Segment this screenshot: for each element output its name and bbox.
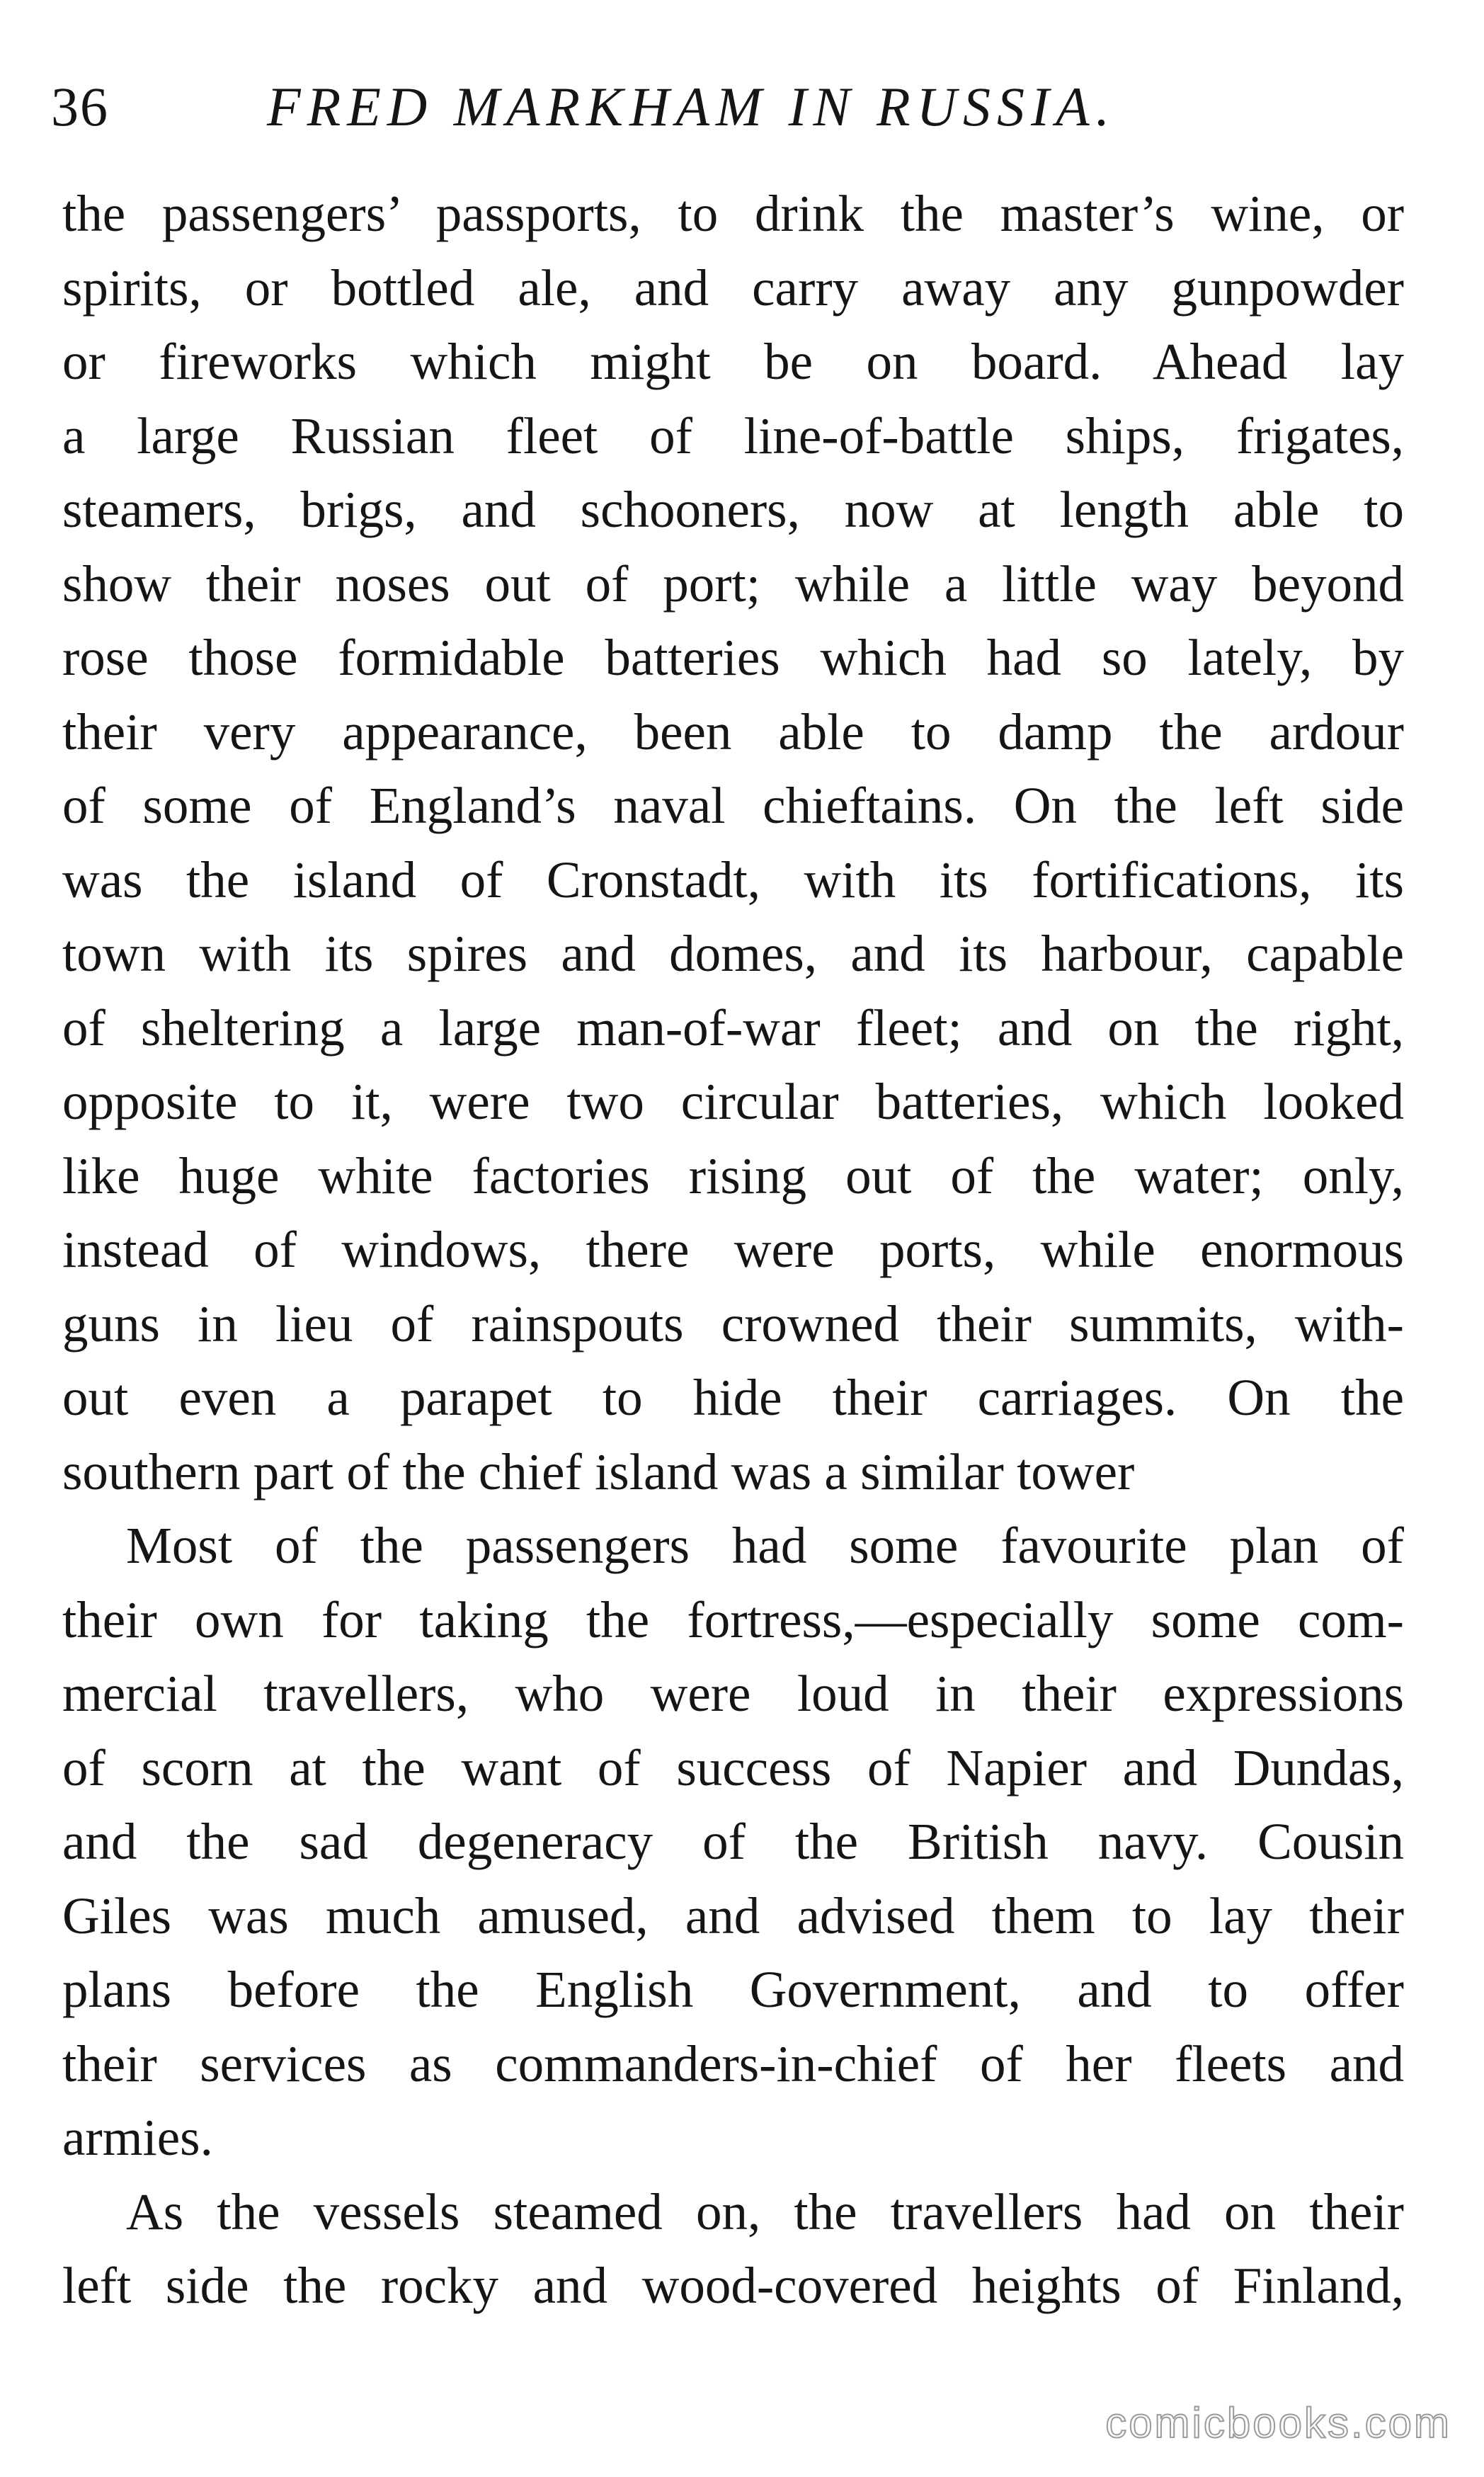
text-line: spirits, or bottled ale, and carry away any gunpowder bbox=[62, 258, 1404, 317]
text-line: steamers, brigs, and schooners, now at length able to bbox=[62, 481, 1404, 538]
paragraph-first-line: Most of the passengers had some favourite plan of bbox=[126, 1517, 1404, 1574]
page-number: 36 bbox=[51, 76, 109, 137]
text-line: southern part of the chief island was a similar tower bbox=[62, 1442, 1135, 1501]
text-line: and the sad degeneracy of the British navy. Cousin bbox=[62, 1813, 1404, 1870]
text-line: guns in lieu of rainspouts crowned their summits, with- bbox=[62, 1294, 1404, 1353]
text-line: show their noses out of port; while a little way beyond bbox=[62, 554, 1404, 613]
text-line: left side the rocky and wood-covered heights of Finland, bbox=[62, 2257, 1404, 2314]
text-line: of sheltering a large man-of-war fleet; and on the right, bbox=[62, 998, 1404, 1057]
text-line: mercial travellers, who were loud in their expressions bbox=[62, 1665, 1404, 1722]
text-line: of scorn at the want of success of Napier and Dundas, bbox=[62, 1738, 1404, 1796]
text-line: Giles was much amused, and advised them to lay their bbox=[62, 1886, 1404, 1944]
text-line: their own for taking the fortress,—especially some com- bbox=[62, 1590, 1404, 1649]
text-line: their very appearance, been able to damp the ardour bbox=[62, 702, 1404, 761]
running-title: FRED MARKHAM IN RUSSIA. bbox=[267, 76, 1117, 137]
text-line: instead of windows, there were ports, while enormous bbox=[62, 1221, 1404, 1278]
text-line: their services as commanders-in-chief of her fleets and bbox=[62, 2034, 1404, 2092]
text-line: the passengers’ passports, to drink the master’s wine, or bbox=[62, 185, 1404, 242]
text-line: out even a parapet to hide their carriages. On the bbox=[62, 1369, 1404, 1426]
text-line: was the island of Cronstadt, with its fortifications, its bbox=[62, 850, 1404, 909]
watermark: comicbooks.com bbox=[1105, 2399, 1451, 2447]
running-head bbox=[51, 68, 1403, 146]
text-line: plans before the English Government, and to offer bbox=[62, 1961, 1404, 2018]
text-line: town with its spires and domes, and its harbour, capable bbox=[62, 925, 1404, 982]
text-line: opposite to it, were two circular batteries, which looked bbox=[62, 1073, 1404, 1130]
text-line: like huge white factories rising out of the water; only, bbox=[62, 1146, 1404, 1205]
text-line: armies. bbox=[62, 2109, 213, 2166]
body-text bbox=[62, 177, 1404, 2323]
text-line: a large Russian fleet of line-of-battle ships, frigates, bbox=[62, 406, 1404, 465]
text-line: rose those formidable batteries which had so lately, by bbox=[62, 629, 1404, 686]
text-line: of some of England’s naval chieftains. On the left side bbox=[62, 777, 1404, 834]
text-line: or fireworks which might be on board. Ahead lay bbox=[62, 333, 1404, 390]
paragraph-first-line: As the vessels steamed on, the travellers had on their bbox=[126, 2182, 1404, 2240]
